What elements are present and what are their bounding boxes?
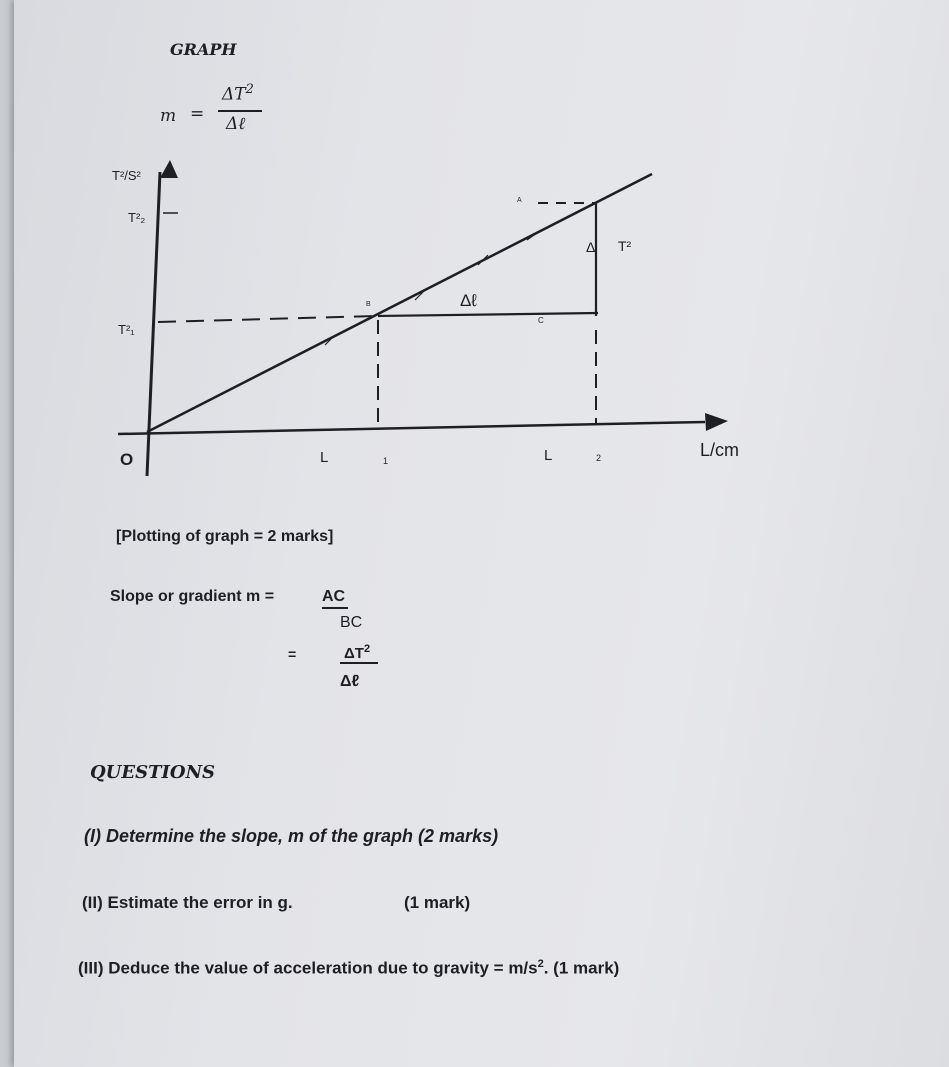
slope-num2-text: ΔT — [344, 645, 364, 662]
y-tick-upper-label: T²₂ — [128, 210, 146, 225]
point-c-label: C — [538, 316, 544, 325]
slope-numerator-ac: AC — [322, 588, 346, 605]
y-axis-arrow — [160, 160, 178, 178]
point-a-label: A — [517, 197, 522, 204]
graph-heading: GRAPH — [170, 40, 237, 59]
question-3-main: (III) Deduce the value of acceleration due to gravity = m/s — [78, 958, 538, 978]
x-tick-2-sub: 2 — [596, 453, 602, 463]
slope-denominator-dl: Δℓ — [340, 673, 360, 690]
question-2: (II) Estimate the error in g. — [82, 893, 293, 912]
point-b-label: B — [366, 301, 371, 308]
delta-t-symbol: Δ — [586, 239, 596, 255]
slope-equals-2: = — [288, 646, 297, 662]
formula-lhs: m — [160, 106, 177, 126]
origin-label: O — [120, 450, 134, 469]
formula-num-text: ΔT — [222, 84, 246, 105]
plotting-note: [Plotting of graph = 2 marks] — [116, 528, 334, 545]
slope-fraction-bar-1 — [322, 607, 348, 609]
delta-t-label: T² — [618, 238, 632, 254]
formula-equals: = — [190, 104, 205, 124]
formula-num-sup: 2 — [245, 82, 254, 97]
line-tick-3 — [478, 255, 488, 265]
slope-fraction-bar-2 — [340, 662, 378, 664]
x-tick-1-sub: 1 — [383, 456, 389, 466]
questions-title: QUESTIONS — [90, 762, 216, 783]
line-tick-4 — [527, 230, 541, 240]
triangle-base-bc — [378, 313, 598, 316]
question-3 — [78, 958, 619, 979]
x-axis-arrow — [705, 413, 728, 431]
slope-label: Slope or gradient m = — [110, 588, 275, 605]
question-3-end: . (1 mark) — [543, 958, 620, 978]
x-axis — [118, 422, 705, 434]
x-axis-label: L/cm — [700, 440, 740, 460]
graph-svg — [0, 0, 949, 500]
delta-l-label: Δℓ — [460, 291, 477, 310]
data-line — [147, 174, 652, 432]
question-1: (I) Determine the slope, m of the graph (2 marks) — [84, 826, 499, 846]
slope-denominator-bc: BC — [340, 614, 363, 631]
y-tick-lower-label: T²₁ — [118, 322, 135, 337]
slope-num2-sup: 2 — [363, 643, 371, 655]
x-tick-1-label: L — [320, 449, 329, 466]
dash-t1 — [158, 316, 376, 322]
y-axis-label: T²/S² — [112, 168, 141, 183]
question-3-sup: 2 — [537, 958, 544, 970]
x-tick-2-label: L — [544, 447, 553, 464]
formula-denominator: Δℓ — [226, 114, 246, 134]
slope-numerator-dt2 — [344, 643, 370, 662]
question-2-marks: (1 mark) — [404, 893, 471, 912]
